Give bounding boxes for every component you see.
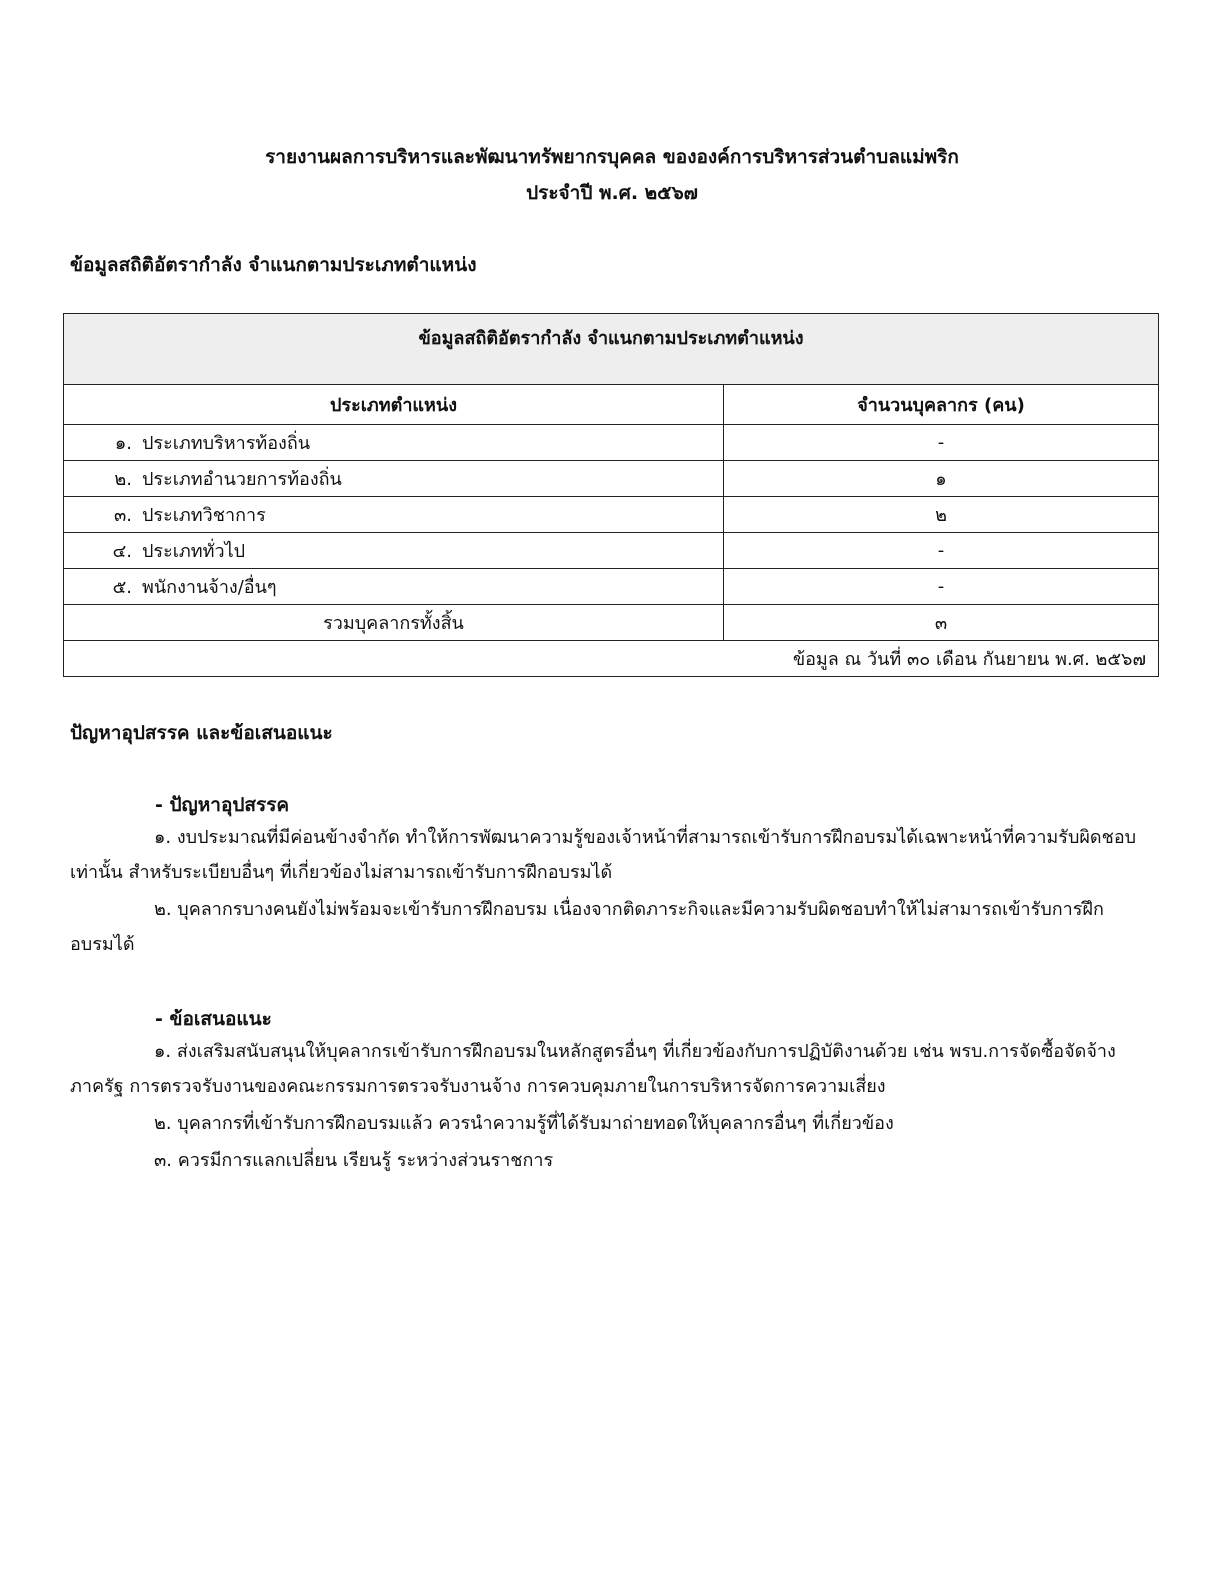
- row-number: ๕.: [112, 577, 132, 598]
- report-year: ประจำปี พ.ศ. ๒๕๖๗: [526, 182, 698, 204]
- position-type-cell: [64, 461, 724, 497]
- position-type-cell: [64, 425, 724, 461]
- row-number: ๔.: [112, 541, 132, 562]
- section-heading-issues: ปัญหาอุปสรรค และข้อเสนอแนะ: [70, 722, 333, 744]
- position-type: ประเภทบริหารท้องถิ่น: [142, 433, 311, 454]
- table-row: [64, 569, 1159, 605]
- table-caption: ข้อมูลสถิติอัตรากำลัง จำแนกตามประเภทตำแหน่ง: [64, 314, 1159, 385]
- position-type-cell: [64, 533, 724, 569]
- staff-stats-table: [63, 313, 1159, 677]
- row-number: ๓.: [113, 505, 132, 526]
- section-heading-stats: ข้อมูลสถิติอัตรากำลัง จำแนกตามประเภทตำแหน่ง: [70, 254, 477, 276]
- position-type-cell: [64, 569, 724, 605]
- column-header-count: จำนวนบุคลากร (คน): [724, 385, 1159, 425]
- staff-count: ๑: [724, 461, 1159, 497]
- position-type: ประเภทอำนวยการท้องถิ่น: [142, 469, 342, 490]
- suggestions-title: - ข้อเสนอแนะ: [155, 1008, 272, 1030]
- table-row: [64, 425, 1159, 461]
- position-type-cell: [64, 497, 724, 533]
- staff-count: -: [724, 425, 1159, 461]
- problems-title: - ปัญหาอุปสรรค: [155, 794, 290, 816]
- table-as-of-row: [64, 641, 1159, 677]
- table-row: [64, 497, 1159, 533]
- total-value: ๓: [724, 605, 1159, 641]
- suggestion-item: ๓. ควรมีการแลกเปลี่ยน เรียนรู้ ระหว่างส่วนราชการ: [154, 1150, 554, 1171]
- position-type: ประเภทวิชาการ: [142, 505, 266, 526]
- total-label: รวมบุคลากรทั้งสิ้น: [64, 605, 724, 641]
- column-header-type: ประเภทตำแหน่ง: [64, 385, 724, 425]
- position-type: ประเภททั่วไป: [142, 541, 246, 562]
- table-header-row: [64, 385, 1159, 425]
- table-row: [64, 533, 1159, 569]
- problem-item: ๒. บุคลากรบางคนยังไม่พร้อมจะเข้ารับการฝึกอบรม เนื่องจากติดภาระกิจและมีความรับผิดชอบทำให้ไม่สามารถเข้ารับการฝึกอบรมได้: [70, 899, 1104, 955]
- data-as-of-date: ข้อมูล ณ วันที่ ๓๐ เดือน กันยายน พ.ศ. ๒๕๖๗: [64, 641, 1159, 677]
- problem-item: ๑. งบประมาณที่มีค่อนข้างจำกัด ทำให้การพัฒนาความรู้ของเจ้าหน้าที่สามารถเข้ารับการฝึกอบรมได้เฉพาะหน้าที่ความรับผิดชอบเท่านั้น สำหรับระเบียบอื่นๆ ที่เกี่ยวข้องไม่สามารถเข้ารับการฝึกอบรมได้: [70, 827, 1137, 883]
- suggestion-item: ๒. บุคลากรที่เข้ารับการฝึกอบรมแล้ว ควรนำความรู้ที่ได้รับมาถ่ายทอดให้บุคลากรอื่นๆ ที่เกี่ยวข้อง: [154, 1113, 894, 1134]
- table-row: [64, 461, 1159, 497]
- staff-count: -: [724, 569, 1159, 605]
- table-caption-row: [64, 314, 1159, 385]
- row-number: ๒.: [114, 469, 132, 490]
- row-number: ๑.: [114, 433, 132, 454]
- table-total-row: [64, 605, 1159, 641]
- suggestion-item: ๑. ส่งเสริมสนับสนุนให้บุคลากรเข้ารับการฝึกอบรมในหลักสูตรอื่นๆ ที่เกี่ยวข้องกับการปฏิบัติงานด้วย เช่น พรบ.การจัดซื้อจัดจ้างภาครัฐ การตรวจรับงานของคณะกรรมการตรวจรับงานจ้าง การควบคุมภายในการบริหารจัดการความเสี่ยง: [70, 1041, 1116, 1097]
- position-type: พนักงานจ้าง/อื่นๆ: [142, 577, 277, 598]
- staff-count: ๒: [724, 497, 1159, 533]
- staff-count: -: [724, 533, 1159, 569]
- report-title: รายงานผลการบริหารและพัฒนาทรัพยากรบุคคล ขององค์การบริหารส่วนตำบลแม่พริก: [265, 146, 959, 168]
